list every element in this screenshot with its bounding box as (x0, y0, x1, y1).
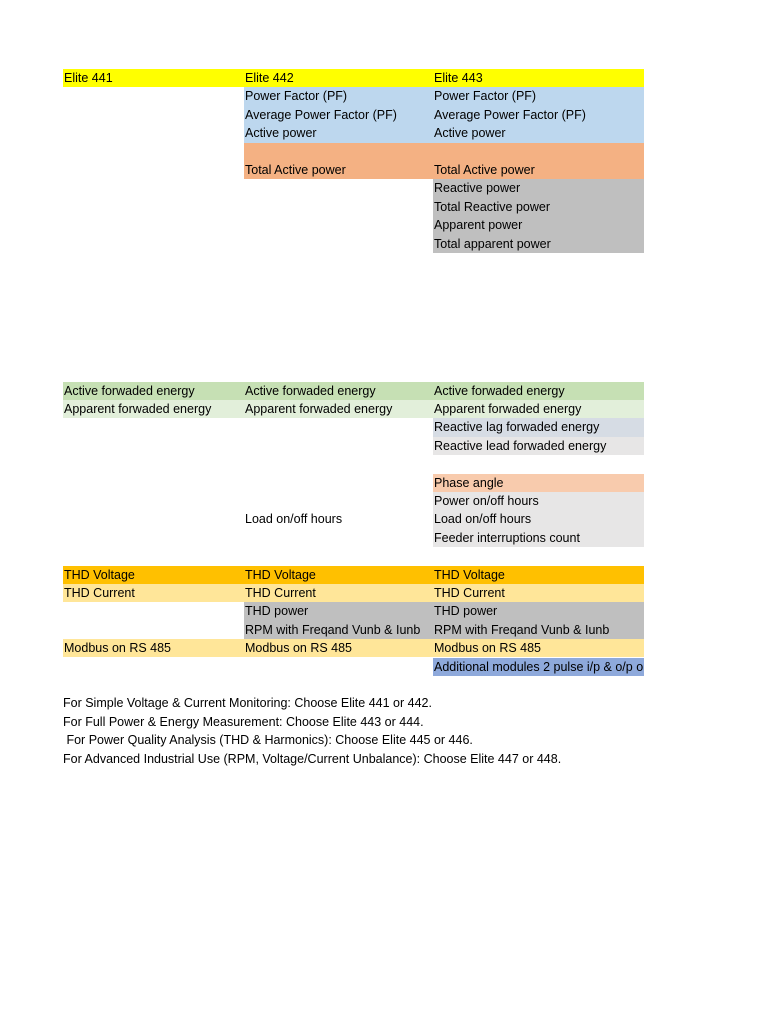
cell-443-rpm[interactable]: RPM with Freqand Vunb & Iunb (433, 621, 644, 639)
header-elite-441[interactable]: Elite 441 (63, 69, 244, 87)
cell-443-total-apparent-power[interactable]: Total apparent power (433, 235, 644, 253)
cell-443-apparent-fwd-energy[interactable]: Apparent forwaded energy (433, 400, 644, 418)
cell-443-apparent-power[interactable]: Apparent power (433, 216, 644, 234)
cell-441-apparent-fwd-energy[interactable]: Apparent forwaded energy (63, 400, 244, 418)
cell-443-total-active-power[interactable]: Total Active power (433, 161, 644, 179)
cell-441-modbus[interactable]: Modbus on RS 485 (63, 639, 244, 657)
cell-443-thd-current[interactable]: THD Current (433, 584, 644, 602)
cell-443-blank[interactable] (433, 143, 644, 161)
cell-443-active-power[interactable]: Active power (433, 124, 644, 142)
cell-442-rpm[interactable]: RPM with Freqand Vunb & Iunb (244, 621, 433, 639)
cell-443-active-fwd-energy[interactable]: Active forwaded energy (433, 382, 644, 400)
cell-442-thd-power[interactable]: THD power (244, 602, 433, 620)
cell-443-power-factor[interactable]: Power Factor (PF) (433, 87, 644, 105)
cell-443-modbus[interactable]: Modbus on RS 485 (433, 639, 644, 657)
cell-443-power-on-off-hours[interactable]: Power on/off hours (433, 492, 644, 510)
note-simple-monitoring: For Simple Voltage & Current Monitoring: Choose Elite 441 or 442. (63, 696, 432, 711)
cell-442-thd-voltage[interactable]: THD Voltage (244, 566, 433, 584)
cell-442-thd-current[interactable]: THD Current (244, 584, 433, 602)
cell-443-phase-angle[interactable]: Phase angle (433, 474, 644, 492)
header-elite-443[interactable]: Elite 443 (433, 69, 644, 87)
cell-443-reactive-power[interactable]: Reactive power (433, 179, 644, 197)
cell-441-active-fwd-energy[interactable]: Active forwaded energy (63, 382, 244, 400)
cell-442-blank[interactable] (244, 143, 433, 161)
cell-442-active-fwd-energy[interactable]: Active forwaded energy (244, 382, 433, 400)
note-advanced-industrial: For Advanced Industrial Use (RPM, Voltage/Current Unbalance): Choose Elite 447 or 448. (63, 751, 562, 766)
cell-442-active-power[interactable]: Active power (244, 124, 433, 142)
cell-443-load-on-off-hours[interactable]: Load on/off hours (433, 510, 644, 528)
cell-443-reactive-lag-fwd-energy[interactable]: Reactive lag forwaded energy (433, 418, 644, 436)
note-full-power-energy: For Full Power & Energy Measurement: Choose Elite 443 or 444. (63, 714, 424, 729)
cell-443-additional-modules[interactable]: Additional modules 2 pulse i/p & o/p o (433, 658, 644, 676)
cell-442-power-factor[interactable]: Power Factor (PF) (244, 87, 433, 105)
cell-441-thd-current[interactable]: THD Current (63, 584, 244, 602)
cell-442-apparent-fwd-energy[interactable]: Apparent forwaded energy (244, 400, 433, 418)
cell-443-feeder-interruptions[interactable]: Feeder interruptions count (433, 529, 644, 547)
cell-443-thd-voltage[interactable]: THD Voltage (433, 566, 644, 584)
cell-442-load-on-off-hours[interactable]: Load on/off hours (245, 512, 343, 527)
cell-442-avg-power-factor[interactable]: Average Power Factor (PF) (244, 106, 433, 124)
cell-441-thd-voltage[interactable]: THD Voltage (63, 566, 244, 584)
cell-443-reactive-lead-fwd-energy[interactable]: Reactive lead forwaded energy (433, 437, 644, 455)
cell-442-total-active-power[interactable]: Total Active power (244, 161, 433, 179)
cell-443-total-reactive-power[interactable]: Total Reactive power (433, 198, 644, 216)
cell-443-avg-power-factor[interactable]: Average Power Factor (PF) (433, 106, 644, 124)
cell-443-thd-power[interactable]: THD power (433, 602, 644, 620)
header-elite-442[interactable]: Elite 442 (244, 69, 433, 87)
note-power-quality: For Power Quality Analysis (THD & Harmonics): Choose Elite 445 or 446. (63, 733, 473, 748)
cell-442-modbus[interactable]: Modbus on RS 485 (244, 639, 433, 657)
